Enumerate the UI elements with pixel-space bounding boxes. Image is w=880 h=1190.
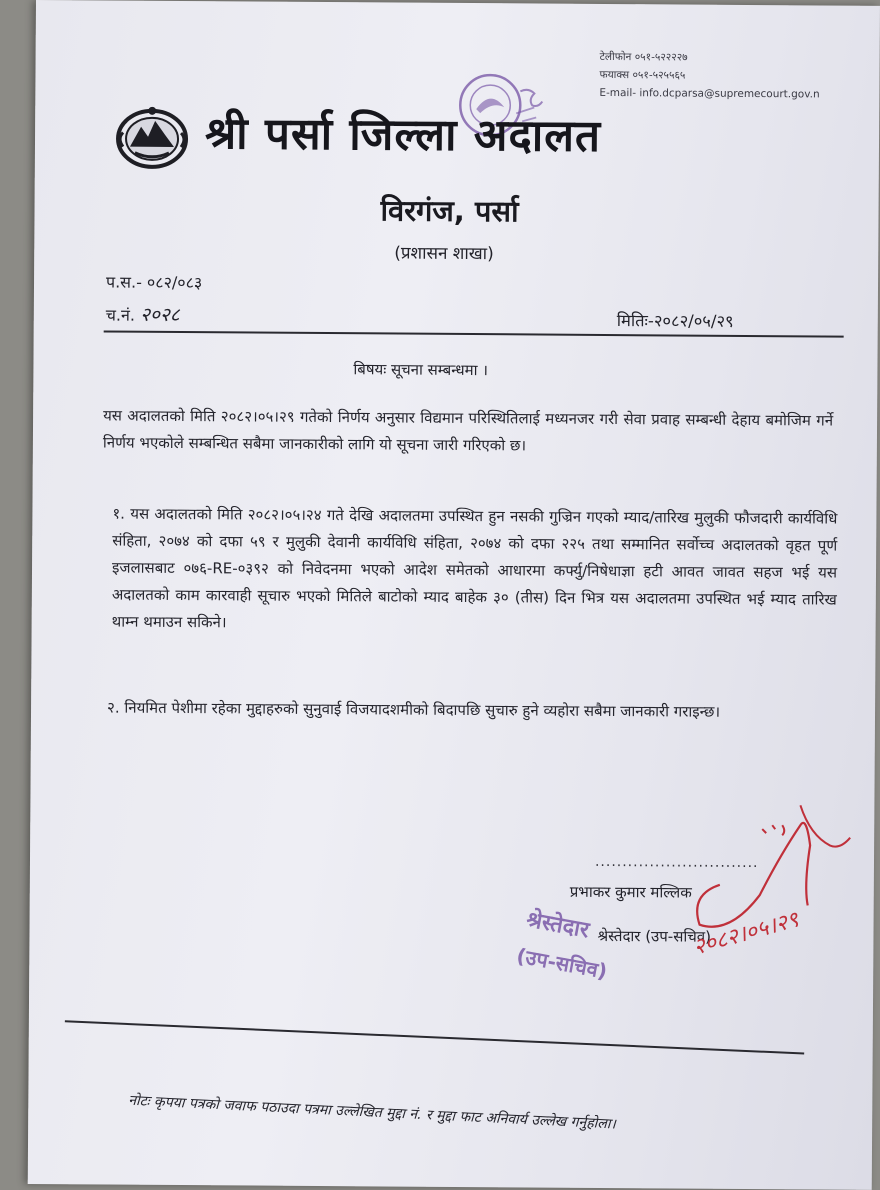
- signatory-designation: श्रेस्तेदार (उप-सचिव): [597, 926, 712, 946]
- nepal-emblem-icon: [113, 103, 191, 172]
- phone-number: टेलीफोन ०५१-५२२२२७: [599, 50, 688, 64]
- fax-number: फयाक्स ०५१-५२५५६५: [599, 68, 686, 82]
- footer-note: नोटः कृपया पत्रको जवाफ पठाउदा पत्रमा उल्लेखित मुद्दा नं. र मुद्दा फाट अनिवार्य उल्लेख गर्नुहोला।: [127, 1092, 617, 1133]
- notice-item-1: १. यस अदालतको मिति २०८२।०५।२४ गते देखि अदालतमा उपस्थित हुन नसकी गुज्रिन गएको म्याद/तारिख मुलुकी फौजदारी कार्यविधि संहिता, २०७४ को दफा ५९ र मुलुकी देवानी कार्यविधि संहिता, २०७४ को दफा २२५ तथा सम्मानित सर्वोच्च अदालतको वृहत पूर्ण इजलासबाट ०७६-RE-०३९२ को निवेदनमा भएको आदेश समेतको आधारमा कर्फ्यु/निषेधाज्ञा हटी आवत जावत सहज भई यस अदालतको काम कारवाही सूचारु भएको मितिले बाटोको म्याद बाहेक ३० (तीस) दिन भित्र यस अदालतमा उपस्थित भई म्याद तारिख थाम्न थमाउन सकिने।: [111, 504, 838, 632]
- designation-stamp-line-2: (उप-सचिव): [514, 943, 610, 984]
- subject-line: बिषयः सूचना सम्बन्धमा ।: [353, 360, 489, 380]
- designation-stamp-line-1: श्रेस्तेदार: [524, 907, 592, 944]
- contact-block: [599, 48, 859, 104]
- dispatch-number: [106, 300, 180, 327]
- email-address: E-mail- info.dcparsa@supremecourt.gov.n: [599, 86, 820, 101]
- dispatch-number-value: २०२८: [140, 303, 180, 327]
- court-location: विरगंज, पर्सा: [380, 193, 519, 229]
- dispatch-number-label: च.नं.: [105, 305, 136, 325]
- court-title: श्री पर्सा जिल्ला अदालत: [204, 108, 602, 162]
- letter-date: मितिः-२०८२/०५/२९: [616, 311, 734, 331]
- handwritten-date: २०८२।०५।२९: [690, 907, 802, 961]
- document-page: [28, 0, 880, 1190]
- notice-item-2: २. नियमित पेशीमा रहेका मुद्दाहरुको सुनुवाई विजयादशमीको बिदापछि सुचारु हुने व्यहोरा सबैमा जानकारी गराइन्छ।: [106, 698, 721, 721]
- signature-line: ..............................: [594, 853, 759, 872]
- intro-paragraph: यस अदालतको मिति २०८२।०५।२९ गतेको निर्णय अनुसार विद्यमान परिस्थितिलाई मध्यनजर गरी सेवा प्रवाह सम्बन्धी देहाय बमोजिम गर्ने निर्णय भएकोले सम्बन्धित सबैमा जानकारीको लागि यो सूचना जारी गरिएको छ।: [102, 406, 834, 455]
- fiscal-year-ref: प.स.- ०८२/०८३: [105, 272, 203, 293]
- footer-divider: [65, 1020, 804, 1054]
- branch-name: (प्रशासन शाखा): [394, 243, 494, 265]
- signatory-name: प्रभाकर कुमार मल्लिक: [569, 882, 692, 902]
